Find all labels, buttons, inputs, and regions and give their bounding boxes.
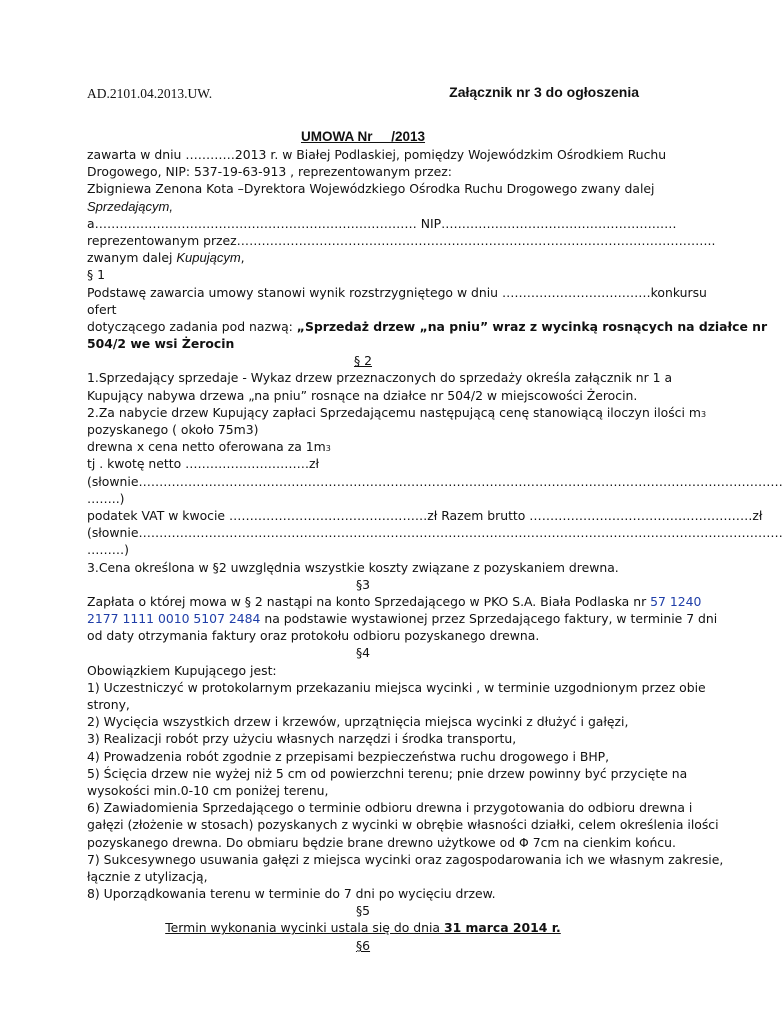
section-6-heading: §6 xyxy=(355,937,371,953)
representative-line: reprezentowanym przez…………………………………………………………………………………………………….. xyxy=(87,232,716,248)
section-1-line: Podstawę zawarcia umowy stanowi wynik rozstrzygniętego w dniu ………………………………konkursu xyxy=(87,284,707,300)
intro-line: Zbigniewa Zenona Kota –Dyrektora Wojewódzkiego Ośrodka Ruchu Drogowego zwany dalej xyxy=(87,181,655,197)
section-2-line xyxy=(87,404,707,421)
deadline-date: 31 marca 2014 r. xyxy=(443,920,561,936)
task-name: „Sprzedaż drzew „na pniu” wraz z wycinką rosnących na działce nr xyxy=(296,318,768,334)
section-2-heading: § 2 xyxy=(353,353,373,369)
section-4-line: łącznie z utylizacją, xyxy=(87,868,208,884)
vat-line: podatek VAT w kwocie …………………………………………zł Razem brutto ………………………………………………zł xyxy=(87,507,763,523)
contract-body xyxy=(87,128,783,954)
section-4-line: 2) Wycięcia wszystkich drzew i krzewów, uprzątnięcia miejsca wycinki z dłużyć i gałęzi, xyxy=(87,714,629,730)
net-amount-line: tj . kwotę netto …………………………zł xyxy=(87,456,320,472)
section-4-line: Obowiązkiem Kupującego jest: xyxy=(87,662,277,678)
section-4-line: wysokości min.0-10 cm poniżej terenu, xyxy=(87,782,329,798)
section-2-line: 3.Cena określona w §2 uwzględnia wszystkie koszty związane z pozyskaniem drewna. xyxy=(87,559,619,575)
price-text: 2.Za nabycie drzew Kupujący zapłaci Sprzedającemu następującą cenę stanowiącą iloczyn ilości m xyxy=(87,404,701,420)
deadline-line xyxy=(87,919,639,936)
attachment-label: Załącznik nr 3 do ogłoszenia xyxy=(449,84,639,100)
section-4-line: pozyskanego drewna. Do obmiaru będzie brane drewno użytkowe od Φ 7cm na cienkim końcu. xyxy=(87,834,676,850)
intro-line: zawarta w dniu …………2013 r. w Białej Podlaskiej, pomiędzy Wojewódzkim Ośrodkiem Ruchu xyxy=(87,147,667,162)
words-line: (słownie………………………………………………………………………………………………………………………………………… xyxy=(87,473,783,489)
section-3-line: od daty otrzymania faktury oraz protokołu odbioru pozyskanego drewna. xyxy=(87,628,540,644)
section-3-line xyxy=(87,593,702,610)
section-4-line: gałęzi (złożenie w stosach) pozyskanych z wycinki w obrębie własności działki, celem określenia ilości xyxy=(87,817,719,833)
buyer-term: Kupującym xyxy=(176,250,241,266)
deadline-text: Termin wykonania wycinki ustala się do dnia xyxy=(165,920,444,936)
section-4-line: 6) Zawiadomienia Sprzedającego o terminie odbioru drewna i przygotowania do odbioru drewna i xyxy=(87,800,693,816)
document-header xyxy=(87,84,639,104)
section-2-line: Kupujący nabywa drzewa „na pniu” rosnące na działce nr 504/2 w miejscowości Żerocin. xyxy=(87,387,638,403)
words-line-end: ……..) xyxy=(87,490,125,506)
intro-line: Drogowego, NIP: 537-19-63-913 , reprezentowanym przez: xyxy=(87,164,452,180)
section-3-line xyxy=(87,610,718,627)
section-5-heading: §5 xyxy=(355,903,371,919)
task-location: 504/2 we wsi Żerocin xyxy=(87,336,235,352)
payment-text: Zapłata o której mowa w § 2 nastąpi na konto Sprzedającego w PKO S.A. Biała Podlaska nr xyxy=(87,593,651,609)
section-1-line: ofert xyxy=(87,301,117,317)
buyer-term-line xyxy=(87,249,639,266)
buyer-term-prefix: zwanym dalej xyxy=(87,250,177,266)
seller-term: Sprzedającym, xyxy=(87,198,173,214)
task-intro: dotyczącego zadania pod nazwą: xyxy=(87,318,297,334)
unit-subscript: 3 xyxy=(700,409,707,419)
section-4-line: 8) Uporządkowania terenu w terminie do 7 dni po wycięciu drzew. xyxy=(87,886,496,902)
words-line: (słownie………………………………………………………………………………………………………………………………………… xyxy=(87,525,783,541)
section-4-line: 5) Ścięcia drzew nie wyżej niż 5 cm od powierzchni terenu; pnie drzew powinny być przycięte na xyxy=(87,765,688,781)
payment-text: na podstawie wystawionej przez Sprzedającego faktury, w terminie 7 dni xyxy=(260,611,718,627)
price-text: drewna x cena netto oferowana za 1m xyxy=(87,439,326,455)
section-2-line xyxy=(87,438,639,455)
section-4-line: 1) Uczestniczyć w protokolarnym przekazaniu miejsca wycinki , w terminie uzgodnionym przez obie xyxy=(87,679,706,695)
reference-number: AD.2101.04.2013.UW. xyxy=(87,86,213,101)
section-2-line: 1.Sprzedający sprzedaje - Wykaz drzew przeznaczonych do sprzedaży określa załącznik nr 1 a xyxy=(87,370,673,386)
account-number: 57 1240 xyxy=(650,593,702,609)
section-1-heading: § 1 xyxy=(87,267,106,283)
contract-title: UMOWA Nr /2013 xyxy=(300,129,426,144)
section-4-line: 3) Realizacji robót przy użyciu własnych narzędzi i środka transportu, xyxy=(87,731,517,747)
account-number: 2177 1111 0010 5107 2484 xyxy=(87,611,261,627)
section-2-line: pozyskanego ( około 75m3) xyxy=(87,422,259,437)
section-3-heading: §3 xyxy=(355,576,371,592)
section-4-line: 7) Sukcesywnego usuwania gałęzi z miejsca wycinki oraz zagospodarowania ich we własnym zakresie, xyxy=(87,851,724,867)
words-line-end: ………) xyxy=(87,542,130,558)
buyer-term-suffix: , xyxy=(240,250,245,266)
section-1-line xyxy=(87,318,768,335)
section-4-heading: §4 xyxy=(355,645,371,661)
section-4-line: strony, xyxy=(87,697,130,712)
document-page xyxy=(87,0,783,1024)
section-4-line: 4) Prowadzenia robót zgodnie z przepisami bezpieczeństwa ruchu drogowego i BHP, xyxy=(87,748,610,764)
buyer-line: a…………………………………………………………………… NIP………………………………………………… xyxy=(87,215,677,231)
unit-subscript: 3 xyxy=(325,444,331,454)
